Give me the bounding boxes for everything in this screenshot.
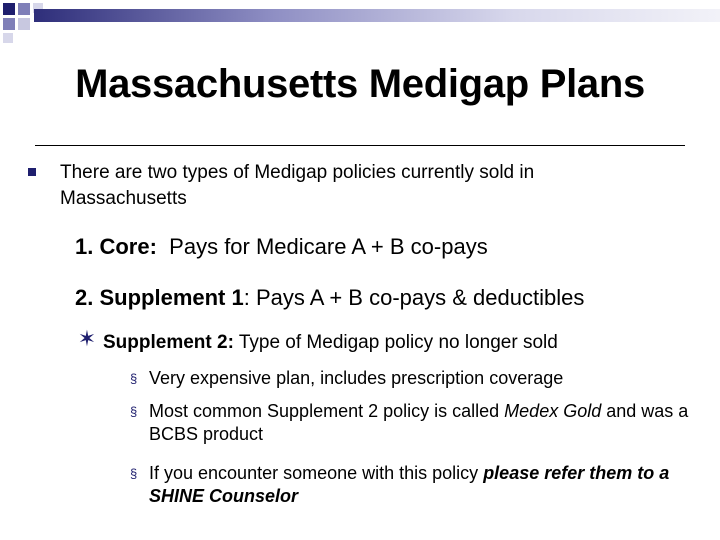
section-bullet-icon: §: [130, 371, 138, 386]
main-bullet-text: There are two types of Medigap policies currently sold in Massachusetts: [60, 162, 535, 209]
sub-bullet-text: [149, 400, 690, 446]
corner-square-light: [18, 18, 30, 30]
item-label: Core:: [99, 234, 157, 259]
section-bullet-icon: §: [130, 466, 138, 481]
sub-bullet-expensive: [130, 367, 690, 390]
header-gradient-bar: [34, 9, 720, 22]
starred-item-supplement-2: [103, 330, 558, 356]
numbered-item-supplement-1: [75, 284, 584, 312]
sub-bullet-text: [149, 462, 690, 508]
corner-square-dark: [3, 3, 15, 15]
corner-square-mid-lower: [3, 18, 15, 30]
star-bullet-icon: ✶: [77, 326, 97, 351]
medex-gold-emphasis: Medex Gold: [504, 401, 602, 421]
sub-bullet-prefix: Most common Supplement 2 policy is called: [149, 401, 505, 421]
item-text: : Pays A + B co-pays & deductibles: [243, 285, 585, 310]
sub-bullet-suffix: and was a BCBS product: [149, 401, 689, 444]
starred-label: Supplement 2:: [103, 332, 234, 353]
sub-bullet-shine-referral: [130, 462, 690, 508]
numbered-item-core: [75, 233, 488, 261]
shine-referral-emphasis: please refer them to a SHINE Counselor: [149, 463, 670, 506]
item-text: Pays for Medicare A + B co-pays: [169, 234, 488, 259]
section-bullet-icon: §: [130, 404, 138, 419]
corner-square-faint-lower: [3, 33, 13, 43]
starred-text: Type of Medigap policy no longer sold: [233, 332, 558, 353]
square-bullet-icon: [28, 168, 36, 176]
slide-title: Massachusetts Medigap Plans: [75, 62, 645, 106]
sub-bullet-medex-gold: [130, 400, 690, 446]
item-number: 2.: [75, 285, 94, 310]
sub-bullet-prefix: If you encounter someone with this policy: [149, 463, 484, 483]
item-number: 1.: [75, 234, 94, 259]
corner-square-mid: [18, 3, 30, 15]
sub-bullet-text: Very expensive plan, includes prescription coverage: [149, 368, 564, 388]
item-label: Supplement 1: [99, 285, 244, 310]
title-divider: [35, 145, 685, 146]
